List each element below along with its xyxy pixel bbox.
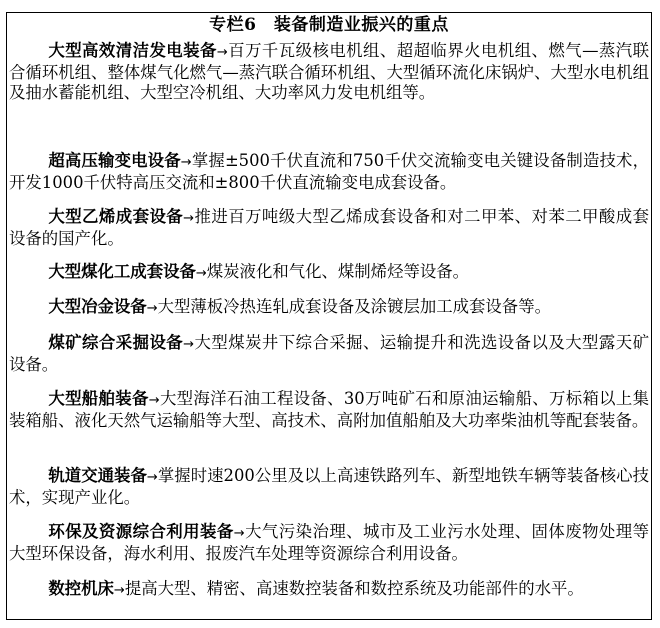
entry-text: 大型煤炭井下综合采掘、运输提升和洗选设备以及大型露天矿设备。: [9, 333, 649, 374]
arrow-icon: →: [183, 211, 195, 226]
sidebar-box: [6, 12, 652, 620]
entry-ethylene: [9, 207, 649, 249]
entry-text: 百万千瓦级核电机组、超超临界火电机组、燃气—蒸汽联合循环机组、整体煤气化燃气—蒸汽联合循环机组、大型循环流化床锅炉、大型水电机组及抽水蓄能机组、大型空冷机组、大功率风力发电机组等。: [9, 41, 650, 102]
entry-coal-chemical: [9, 262, 649, 284]
entry-shipbuilding: [9, 389, 649, 431]
arrow-icon: →: [216, 45, 228, 60]
entry-cnc-machine: [9, 579, 649, 601]
arrow-icon: →: [146, 470, 158, 485]
entry-heading: 大型冶金设备: [48, 297, 147, 316]
entry-text: 大型薄板冷热连轧成套设备及涂镀层加工成套设备等。: [157, 297, 551, 316]
entry-transmission: [9, 151, 649, 193]
entry-heading: 超高压输变电设备: [48, 151, 181, 170]
box-title: 专栏6 装备制造业振兴的重点: [209, 15, 449, 35]
entry-text: 煤炭液化和气化、煤制烯烃等设备。: [206, 262, 470, 281]
arrow-icon: →: [183, 337, 195, 352]
entry-heading: 大型乙烯成套设备: [48, 207, 184, 226]
entry-metallurgy: [9, 297, 649, 319]
entry-heading: 大型船舶装备: [48, 389, 149, 408]
entry-rail-transit: [9, 466, 649, 508]
arrow-icon: →: [113, 583, 125, 598]
entry-heading: 大型高效清洁发电装备: [48, 41, 217, 60]
entry-heading: 大型煤化工成套设备: [48, 262, 196, 281]
entry-heading: 轨道交通装备: [48, 466, 147, 485]
entry-environmental: [9, 522, 649, 564]
entry-heading: 数控机床: [48, 579, 114, 598]
arrow-icon: →: [233, 526, 245, 541]
entry-text: 掌握时速200公里及以上高速铁路列车、新型地铁车辆等装备核心技术，实现产业化。: [9, 466, 649, 507]
arrow-icon: →: [146, 301, 158, 316]
entry-text: 大型海洋石油工程设备、30万吨矿石和原油运输船、万标箱以上集装箱船、液化天然气运输船等大型、高技术、高附加值船舶及大功率柴油机等配套装备。: [9, 389, 650, 430]
entry-text: 提高大型、精密、高速数控装备和数控系统及功能部件的水平。: [124, 579, 584, 598]
entry-heading: 环保及资源综合利用装备: [48, 522, 234, 541]
entry-coal-mining: [9, 333, 649, 375]
entry-power-generation: [9, 41, 649, 103]
entry-text: 掌握±500千伏直流和750千伏交流输变电关键设备制造技术，开发1000千伏特高压交流和±800千伏直流输变电成套设备。: [9, 151, 649, 192]
entry-text: 大气污染治理、城市及工业污水处理、固体废物处理等大型环保设备，海水利用、报废汽车处理等资源综合利用设备。: [9, 522, 650, 563]
arrow-icon: →: [180, 155, 192, 170]
arrow-icon: →: [195, 266, 207, 281]
arrow-icon: →: [148, 393, 160, 408]
entry-text: 推进百万吨级大型乙烯成套设备和对二甲苯、对苯二甲酸成套设备的国产化。: [9, 207, 649, 248]
entry-heading: 煤矿综合采掘设备: [48, 333, 184, 352]
